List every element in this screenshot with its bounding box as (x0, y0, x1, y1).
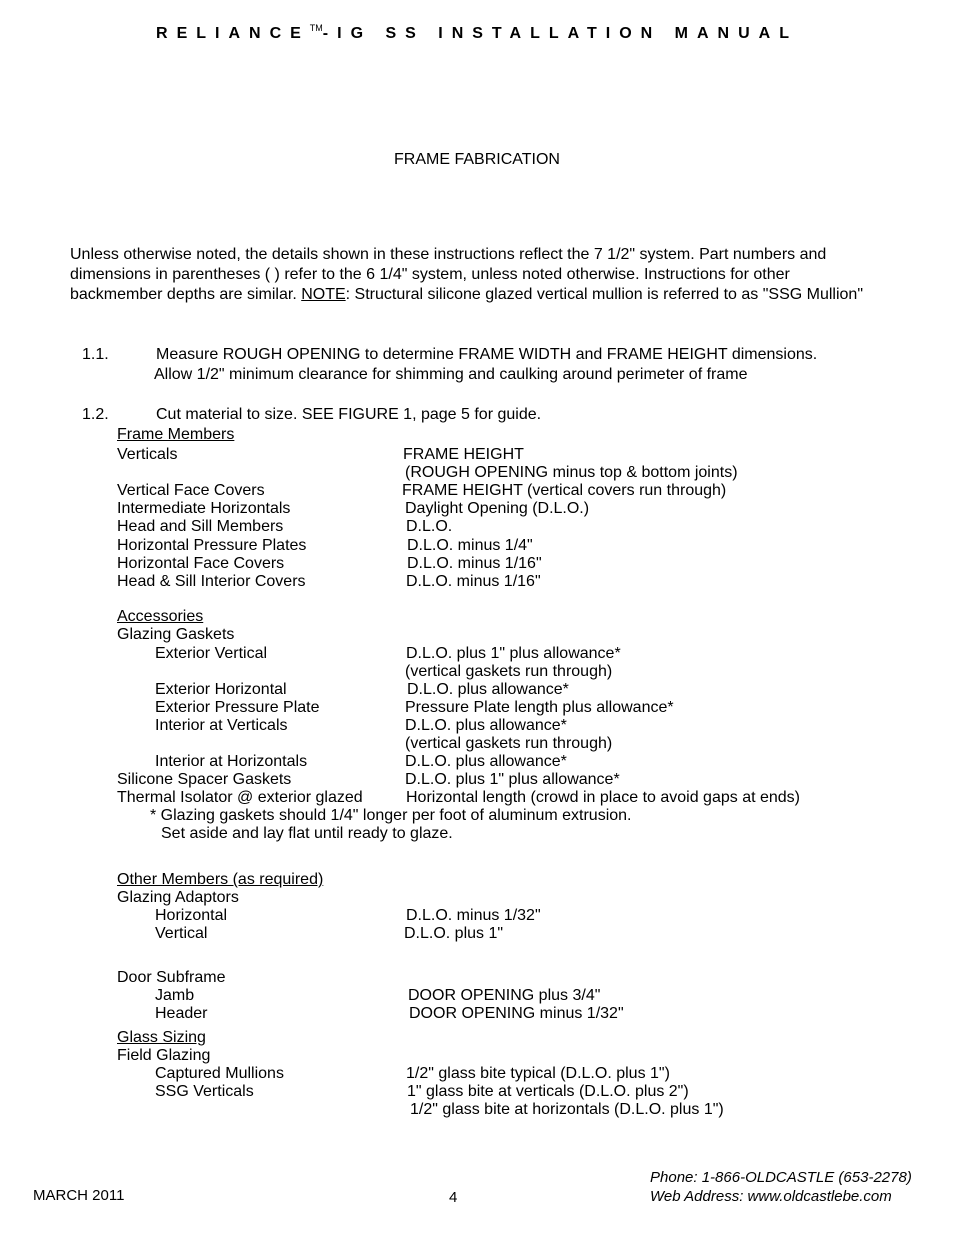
item-value: D.L.O. minus 1/32" (406, 907, 541, 924)
item-label: Verticals (117, 446, 178, 463)
item-value: FRAME HEIGHT (vertical covers run through) (402, 482, 727, 499)
header-brand: RELIANCE (156, 25, 310, 42)
step-text: Measure ROUGH OPENING to determine FRAME WIDTH and FRAME HEIGHT dimensions. (156, 346, 818, 363)
item-value: (vertical gaskets run through) (405, 735, 613, 752)
item-label: SSG Verticals (155, 1083, 254, 1100)
footer-date: MARCH 2011 (33, 1187, 125, 1204)
glass-sizing-heading: Glass Sizing (117, 1029, 206, 1046)
item-value: (ROUGH OPENING minus top & bottom joints) (405, 464, 738, 481)
header-title: -IG SS INSTALLATION MANUAL (322, 25, 798, 42)
item-value: 1/2" glass bite typical (D.L.O. plus 1") (406, 1065, 670, 1082)
item-value: Horizontal length (crowd in place to avoid gaps at ends) (406, 789, 800, 806)
step-number: 1.2. (82, 406, 109, 423)
trademark-mark: TM (309, 23, 323, 33)
document-header (0, 24, 954, 44)
section-title: FRAME FABRICATION (394, 151, 560, 168)
item-label: Horizontal Face Covers (117, 555, 285, 572)
footer-web-address: Web Address: www.oldcastlebe.com (650, 1188, 892, 1205)
other-members-heading: Other Members (as required) (117, 871, 324, 888)
item-label: Interior at Verticals (155, 717, 288, 734)
item-value: DOOR OPENING minus 1/32" (409, 1005, 624, 1022)
item-value: D.L.O. plus 1" plus allowance* (405, 771, 620, 788)
item-value: D.L.O. plus allowance* (405, 717, 567, 734)
item-label: Vertical Face Covers (117, 482, 265, 499)
footer-phone: Phone: 1-866-OLDCASTLE (653-2278) (650, 1169, 912, 1186)
item-value: D.L.O. (406, 518, 453, 535)
item-label: Head & Sill Interior Covers (117, 573, 306, 590)
item-label: Interior at Horizontals (155, 753, 308, 770)
note-label: NOTE (301, 286, 346, 303)
item-label: Glazing Adaptors (117, 889, 239, 906)
item-value: 1/2" glass bite at horizontals (D.L.O. plus 1") (410, 1101, 724, 1118)
item-value: D.L.O. minus 1/16" (407, 555, 542, 572)
accessories-heading: Accessories (117, 608, 204, 625)
item-label: Header (155, 1005, 208, 1022)
item-value: D.L.O. plus allowance* (405, 753, 567, 770)
item-label: Glazing Gaskets (117, 626, 235, 643)
item-label: Horizontal Pressure Plates (117, 537, 307, 554)
gasket-note: * Glazing gaskets should 1/4" longer per foot of aluminum extrusion. (150, 807, 632, 824)
item-label: Horizontal (155, 907, 228, 924)
item-label: Jamb (155, 987, 195, 1004)
item-value: D.L.O. plus 1" plus allowance* (406, 645, 621, 662)
item-label: Intermediate Horizontals (117, 500, 291, 517)
item-label: Captured Mullions (155, 1065, 284, 1082)
intro-text-2: : Structural silicone glazed vertical mullion is referred to as "SSG Mullion" (345, 286, 863, 303)
item-label: Thermal Isolator @ exterior glazed (117, 789, 363, 806)
item-label: Vertical (155, 925, 208, 942)
item-label: Exterior Horizontal (155, 681, 287, 698)
frame-members-heading: Frame Members (117, 426, 235, 443)
item-value: D.L.O. plus 1" (404, 925, 504, 942)
item-value: D.L.O. minus 1/16" (406, 573, 541, 590)
item-label: Exterior Pressure Plate (155, 699, 320, 716)
item-value: FRAME HEIGHT (403, 446, 524, 463)
item-label: Silicone Spacer Gaskets (117, 771, 292, 788)
step-text: Cut material to size. SEE FIGURE 1, page 5 for guide. (156, 406, 542, 423)
item-label: Head and Sill Members (117, 518, 284, 535)
item-label: Field Glazing (117, 1047, 211, 1064)
intro-paragraph (70, 245, 870, 305)
item-value: Pressure Plate length plus allowance* (405, 699, 674, 716)
item-value: DOOR OPENING plus 3/4" (408, 987, 601, 1004)
item-value: Daylight Opening (D.L.O.) (405, 500, 590, 517)
item-value: (vertical gaskets run through) (405, 663, 613, 680)
item-value: D.L.O. plus allowance* (407, 681, 569, 698)
item-label: Exterior Vertical (155, 645, 268, 662)
step-number: 1.1. (82, 346, 109, 363)
item-value: D.L.O. minus 1/4" (407, 537, 533, 554)
item-value: 1" glass bite at verticals (D.L.O. plus 2") (407, 1083, 689, 1100)
step-text: Allow 1/2" minimum clearance for shimming and caulking around perimeter of frame (154, 366, 748, 383)
door-subframe-heading: Door Subframe (117, 969, 226, 986)
intro-text: Unless otherwise noted, the details shown in these instructions reflect the 7 1/2" system. Part numbers and dimensions in parentheses ( ) refer to the 6 1/4" system, unless noted otherwise. Instructions for other backmember depths are similar. (70, 246, 827, 303)
gasket-note: Set aside and lay flat until ready to glaze. (161, 825, 453, 842)
page-number: 4 (449, 1189, 458, 1206)
